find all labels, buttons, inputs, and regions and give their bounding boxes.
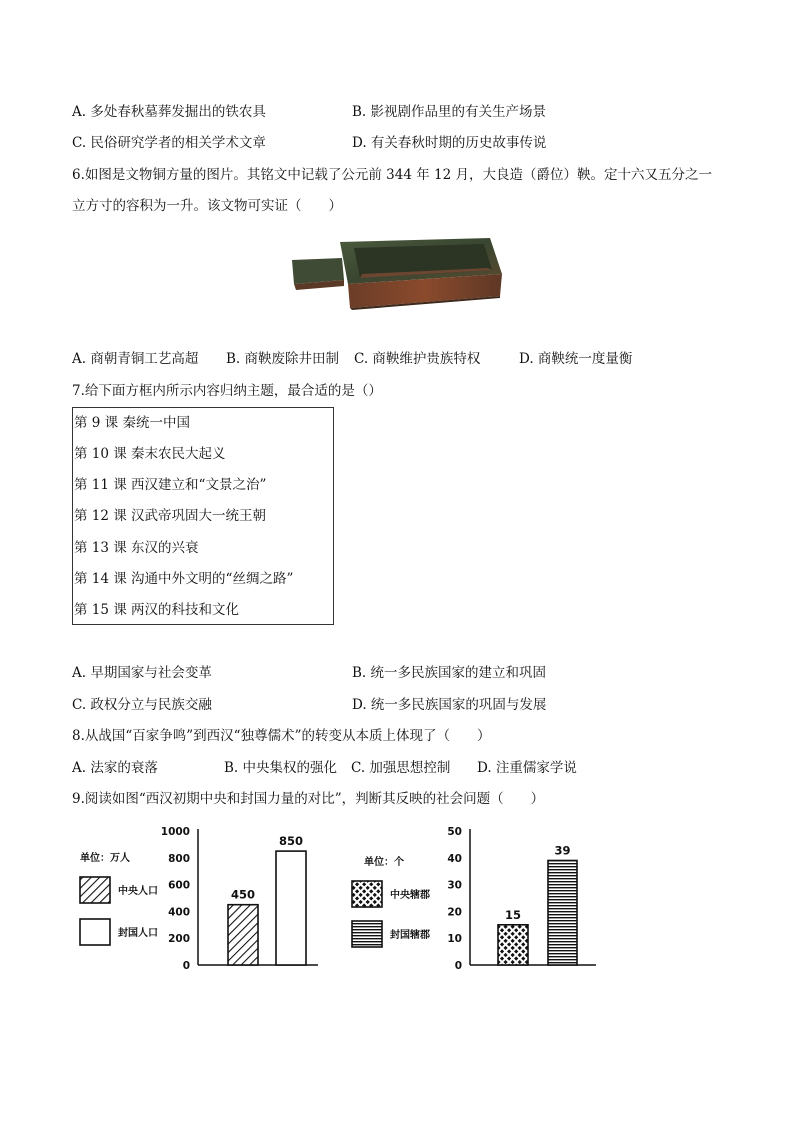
- q6-stem-line2: 立方寸的容积为一升。该文物可实证（ ）: [72, 198, 342, 214]
- y-tick-label: 20: [447, 906, 462, 919]
- q6-option-c: C. 商鞅维护贵族特权: [354, 351, 481, 367]
- q5-option-b: B. 影视剧作品里的有关生产场景: [352, 104, 547, 120]
- y-tick-label: 400: [168, 906, 190, 919]
- y-tick-label: 0: [454, 960, 462, 972]
- bar-1: [498, 925, 528, 965]
- lesson-item: 第 10 课 秦末农民大起义: [74, 446, 226, 462]
- q8-option-c: C. 加强思想控制: [351, 760, 451, 776]
- unit-label: 单位：个: [364, 857, 404, 868]
- y-tick-label: 800: [168, 852, 190, 865]
- y-tick-label: 0: [182, 960, 190, 972]
- lesson-item: 第 15 课 两汉的科技和文化: [74, 602, 240, 618]
- bar-2: [276, 851, 306, 965]
- legend-swatch: [352, 881, 382, 907]
- q6-option-a: A. 商朝青铜工艺高超: [72, 351, 199, 367]
- legend-swatch: [352, 921, 382, 947]
- y-tick-label: 40: [447, 852, 462, 865]
- bar-2: [548, 860, 577, 965]
- q7-option-c: C. 政权分立与民族交融: [72, 697, 212, 713]
- q6-stem-line1: 6.如图是文物铜方量的图片。其铭文中记载了公元前 344 年 12 月，大良造（爵位）鞅。定十六又五分之一: [72, 167, 712, 183]
- q7-option-a: A. 早期国家与社会变革: [72, 665, 212, 681]
- q5-option-a: A. 多处春秋墓葬发掘出的铁农具: [72, 104, 266, 120]
- lesson-item: 第 12 课 汉武帝巩固大一统王朝: [74, 508, 267, 524]
- data-label: 850: [278, 834, 304, 849]
- legend-label: 封国人口: [118, 928, 158, 939]
- y-tick-label: 600: [168, 879, 190, 892]
- lesson-item: 第 9 课 秦统一中国: [74, 415, 190, 431]
- data-label: 39: [554, 843, 571, 858]
- data-label: 450: [230, 887, 256, 902]
- y-tick-label: 50: [447, 826, 462, 838]
- population-chart: [80, 826, 318, 972]
- q7-option-b: B. 统一多民族国家的建立和巩固: [352, 665, 547, 681]
- power-comparison-charts: [0, 815, 794, 980]
- lesson-item: 第 11 课 西汉建立和“文景之治”: [74, 477, 267, 493]
- legend-swatch: [80, 877, 110, 903]
- q8-option-b: B. 中央集权的强化: [224, 760, 338, 776]
- q6-option-b: B. 商鞅废除井田制: [226, 351, 340, 367]
- unit-label: 单位：万人: [80, 853, 130, 864]
- legend-label: 中央人口: [118, 886, 158, 897]
- q5-option-c: C. 民俗研究学者的相关学术文章: [72, 135, 266, 151]
- q5-option-d: D. 有关春秋时期的历史故事传说: [352, 135, 547, 151]
- y-tick-label: 200: [168, 933, 190, 946]
- y-tick-label: 30: [447, 879, 462, 892]
- bronze-measure-image: [290, 234, 504, 310]
- q8-option-a: A. 法家的衰落: [72, 760, 158, 776]
- legend-label: 封国辖郡: [390, 930, 430, 941]
- bar-1: [228, 905, 258, 965]
- y-tick-label: 1000: [160, 826, 190, 838]
- lesson-box: [72, 407, 334, 625]
- lesson-item: 第 14 课 沟通中外文明的“丝绸之路”: [74, 571, 294, 587]
- y-tick-label: 10: [447, 933, 462, 946]
- data-label: 15: [504, 907, 522, 922]
- q8-option-d: D. 注重儒家学说: [477, 760, 577, 776]
- q7-stem: 7.给下面方框内所示内容归纳主题，最合适的是（）: [72, 383, 382, 399]
- commandery-chart: [352, 826, 596, 972]
- legend-label: 中央辖郡: [390, 890, 430, 901]
- q7-option-d: D. 统一多民族国家的巩固与发展: [352, 697, 547, 713]
- q6-option-d: D. 商鞅统一度量衡: [519, 351, 633, 367]
- lesson-item: 第 13 课 东汉的兴衰: [74, 540, 199, 556]
- q8-stem: 8.从战国“百家争鸣”到西汉“独尊儒术”的转变从本质上体现了（ ）: [72, 728, 491, 744]
- legend-swatch: [80, 919, 110, 945]
- q9-stem: 9.阅读如图“西汉初期中央和封国力量的对比”，判断其反映的社会问题（ ）: [72, 791, 545, 807]
